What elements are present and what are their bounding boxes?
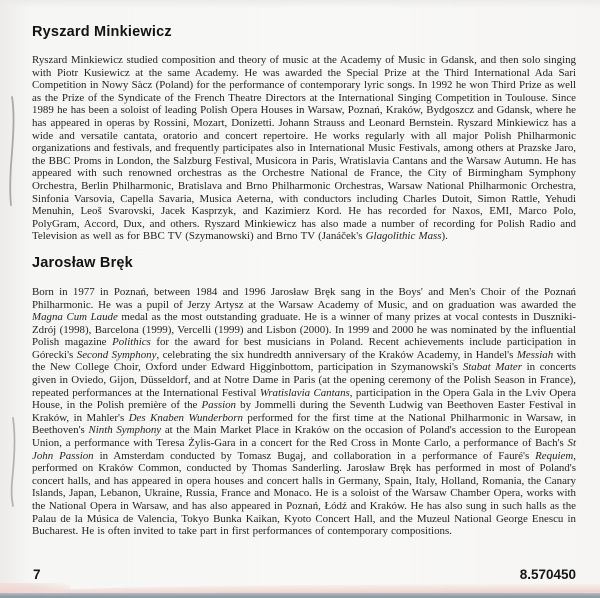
scan-edge-pink-strip: [0, 584, 600, 596]
bio-paragraph-ryszard-minkiewicz: Ryszard Minkiewicz studied composition and theory of music at the Academy of Music in Gdansk, and then solo singing with Piotr Kusiewicz at the same Academy. He was awarded the Special Prize at the Third International Ada Sari Competition in Nowy Sàcz (Poland) for the performance of contemporary lyric songs. In 1992 he won Third Prize as well as the Prize of the Syndicate of the French Theatre Directors at the International Singing Competition in Toulouse. Since 1989 he has been a soloist of leading Polish Opera Houses in Warsaw, Poznań, Kraków, Bydgoszcz and Gdansk, where he has appeared in operas by Rossini, Mozart, Donizetti. Johann Strauss and Leonard Bernstein. Ryszard Minkiewicz has a wide and versatile cantata, oratorio and concert repertoire. He works regularly with all major Polish Philharmonic organizations and festivals, and frequently participates also in International Music Festivals, among others at Prazske Jaro, the BBC Proms in London, the Salzburg Festival, Musicora in Paris, Wratislavia Cantans and the Warsaw Autumn. He has appeared with such renowned orchestras as the Orchestre National de France, the City of Birmingham Symphony Orchestra, Berlin Philharmonic, Bratislava and Brno Philharmonic Orchestras, Warsaw National Philharmonic Orchestra, Sinfonia Varsovia, Capella Savaria, Musica Aeterna, with conductors including Charles Dutoit, Simon Rattle, Yehudi Menuhin, Leoš Svarovski, Jacek Kasprzyk, and Kazimierz Kord. He has recorded for Naxos, EMI, Marco Polo, PolyGram, Accord, Dux, and others. Ryszard Minkiewicz has also made a number of recording for Polish Radio and Television as well as for BBC TV (Szymanowski) and Brno TV (Janáček's Glagolithic Mass).: [32, 54, 576, 243]
section-heading-jaroslaw-brek: Jarosław Bręk: [32, 254, 133, 271]
bio-paragraph-jaroslaw-brek: Born in 1977 in Poznań, between 1984 and 1996 Jarosław Bręk sang in the Boys' and Men's Choir of the Poznań Philharmonic. He was a pupil of Jerzy Artysz at the Warsaw Academy of Music, and on graduation was awarded the Magna Cum Laude medal as the most outstanding graduate. He is a winner of many prizes at vocal contests in Duszniki-Zdrój (1998), Barcelona (1999), Vercelli (1999) and Lisbon (2000). In 1999 and 2000 he was nominated by the influential Polish magazine Polithics for the award for best musicians in Poland. Recent achievements include participation in Górecki's Second Symphony, celebrating the six hundredth anniversary of the Kraków Academy, in Handel's Messiah with the New College Choir, Oxford under Edward Higginbottom, participation in Szymanowski's Stabat Mater in concerts given in Oviedo, Gijon, Düsseldorf, and at Notre Dame in Paris (at the opening ceremony of the Polish Season in France), repeated performances at the International Festival Wratislavia Cantans, participation in the Opera Gala in the Lviv Opera House, in the Polish première of the Passion by Jommelli during the Seventh Ludwig van Beethoven Easter Festival in Kraków, in Mahler's Des Knaben Wunderborn performed for the first time at the National Philharmonic in Warsaw, in Beethoven's Ninth Symphony at the Main Market Place in Kraków on the occasion of Poland's accession to the European Union, a performance with Teresa Żylis-Gara in a concert for the Red Cross in Monte Carlo, a performance of Bach's St John Passion in Amsterdam conducted by Tomasz Bugaj, and collaboration in a performance of Fauré's Requiem, performed on Kraków Common, conducted by Thomas Sanderling. Jarosław Bręk has performed in most of Poland's concert halls, and has appeared in opera houses and concert halls in Germany, Spain, Italy, Holland, Romania, the Canary Islands, Japan, Lebanon, Ukraine, Russia, France and Monaco. He is a soloist of the Warsaw Chamber Opera, works with the National Opera in Warsaw, and has also appeared in Poznań, Łódź and Kraków. He has also sung in such halls as the Palau de la Música de Valencia, Tokyo Bunka Kaikan, Kyoto Concert Hall, and the Muzeul National George Enescu in Bucharest. He is often invited to take part in first performances of contemporary compositions.: [32, 285, 577, 538]
page-number: 7: [33, 567, 41, 582]
page-footer: [33, 567, 576, 582]
scan-edge-pink-corner: [0, 583, 70, 596]
scan-edge-bottom-strip: [0, 593, 600, 598]
section-heading-ryszard-minkiewicz: Ryszard Minkiewicz: [32, 24, 172, 40]
page-content: [32, 0, 576, 538]
catalog-number: 8.570450: [519, 567, 576, 582]
